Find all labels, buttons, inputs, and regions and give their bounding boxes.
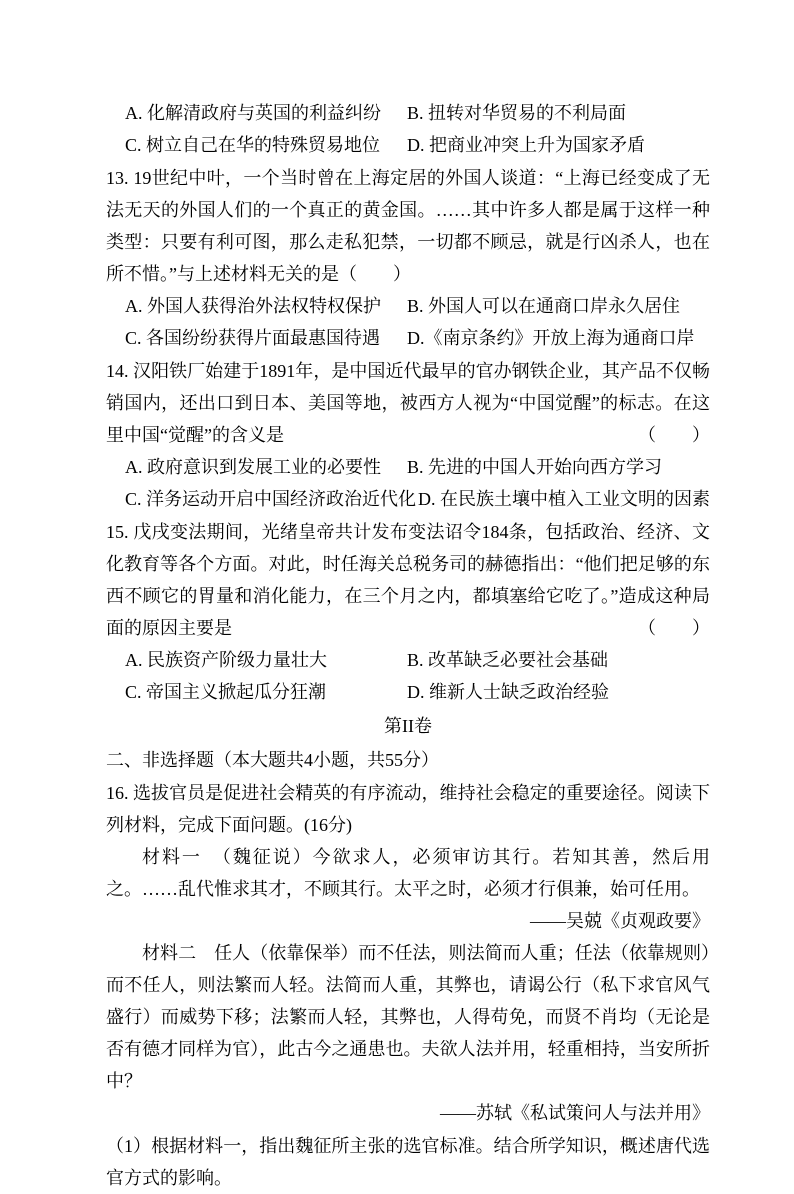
question-13-options-row-1 (106, 290, 710, 322)
option-15-c: C. 帝国主义掀起瓜分狂潮 (125, 682, 327, 702)
question-14-options-row-1 (106, 451, 710, 483)
option-12-c: C. 树立自己在华的特殊贸易地位 (125, 135, 381, 155)
question-16-material-1: 材料一 （魏征说）今欲求人，必须审访其行。若知其善，然后用之。……乱代惟求其才，不顾其行。太平之时，必须才行俱兼，始可任用。 (106, 847, 710, 899)
question-16-intro: 16. 选拔官员是促进社会精英的有序流动，维持社会稳定的重要途径。阅读下列材料，完成下面问题。(16分) (106, 783, 710, 835)
question-15-stem (106, 516, 710, 644)
question-15-options-row-2 (106, 676, 710, 708)
option-14-a: A. 政府意识到发展工业的必要性 (125, 457, 381, 477)
option-14-c: C. 洋务运动开启中国经济政治近代化 (125, 489, 417, 509)
question-14-stem-text: 14. 汉阳铁厂始建于1891年，是中国近代最早的官办钢铁企业，其产品不仅畅销国内，还出口到日本、美国等地，被西方人视为“中国觉醒”的标志。在这里中国“觉醒”的含义是 (106, 361, 710, 445)
option-14-b: B. 先进的中国人开始向西方学习 (407, 457, 663, 477)
option-13-a: A. 外国人获得治外法权特权保护 (125, 296, 381, 316)
question-15-options-row-1 (106, 644, 710, 676)
option-15-d: D. 维新人士缺乏政治经验 (407, 682, 609, 702)
option-12-a: A. 化解清政府与英国的利益纠纷 (125, 103, 381, 123)
option-12-b: B. 扭转对华贸易的不利局面 (407, 103, 627, 123)
material-1-source: ——吴兢《贞观政要》 (530, 911, 710, 931)
question-15-stem-text: 15. 戊戌变法期间，光绪皇帝共计发布变法诏令184条，包括政治、经济、文化教育等各个方面。对此，时任海关总税务司的赫德指出：“他们把足够的东西不顾它的胃量和消化能力，在三个月之内，都填塞给它吃了。”造成这种局面的原因主要是 (106, 522, 710, 638)
question-14-stem (106, 355, 710, 451)
option-14-d: D. 在民族土壤中植入工业文明的因素 (418, 489, 710, 509)
option-15-b: B. 改革缺乏必要社会基础 (407, 650, 609, 670)
section-2-heading: 二、非选择题（本大题共4小题，共55分） (106, 750, 439, 770)
option-13-d: D.《南京条约》开放上海为通商口岸 (407, 328, 695, 348)
question-12-options-row-1 (106, 97, 710, 129)
question-13-stem: 13. 19世纪中叶，一个当时曾在上海定居的外国人谈道：“上海已经变成了无法无天的外国人们的一个真正的黄金国。……其中许多人都是属于这样一种类型：只要有利可图，那么走私犯禁，一切都不顾忌，就是行凶杀人，也在所不惜。”与上述材料无关的是（ ） (106, 168, 710, 284)
option-13-b: B. 外国人可以在通商口岸永久居住 (407, 296, 681, 316)
part-2-title: 第II卷 (384, 716, 432, 736)
question-15-answer-blank: （ ） (638, 618, 710, 638)
option-15-a: A. 民族资产阶级力量壮大 (125, 650, 327, 670)
option-13-c: C. 各国纷纷获得片面最惠国待遇 (125, 328, 381, 348)
question-16-sub-question-1: （1）根据材料一，指出魏征所主张的选官标准。结合所学知识，概述唐代选官方式的影响。 (106, 1136, 710, 1188)
question-13-options-row-2 (106, 322, 710, 354)
question-12-options-row-2 (106, 129, 710, 161)
option-12-d: D. 把商业冲突上升为国家矛盾 (407, 135, 645, 155)
material-2-source: ——苏轼《私试策问人与法并用》 (440, 1103, 710, 1123)
question-14-options-row-2 (106, 483, 710, 515)
question-16-material-2: 材料二 任人（依靠保举）而不任法，则法简而人重；任法（依靠规则）而不任人，则法繁而人轻。法简而人重，其弊也，请谒公行（私下求官风气盛行）而威势下移；法繁而人轻，其弊也，人得苟免，而贤不肖均（无论是否有德才同样为官），此古今之通患也。夫欲人法并用，轻重相持，当安所折中？ (106, 943, 710, 1091)
question-14-answer-blank: （ ） (638, 425, 710, 445)
